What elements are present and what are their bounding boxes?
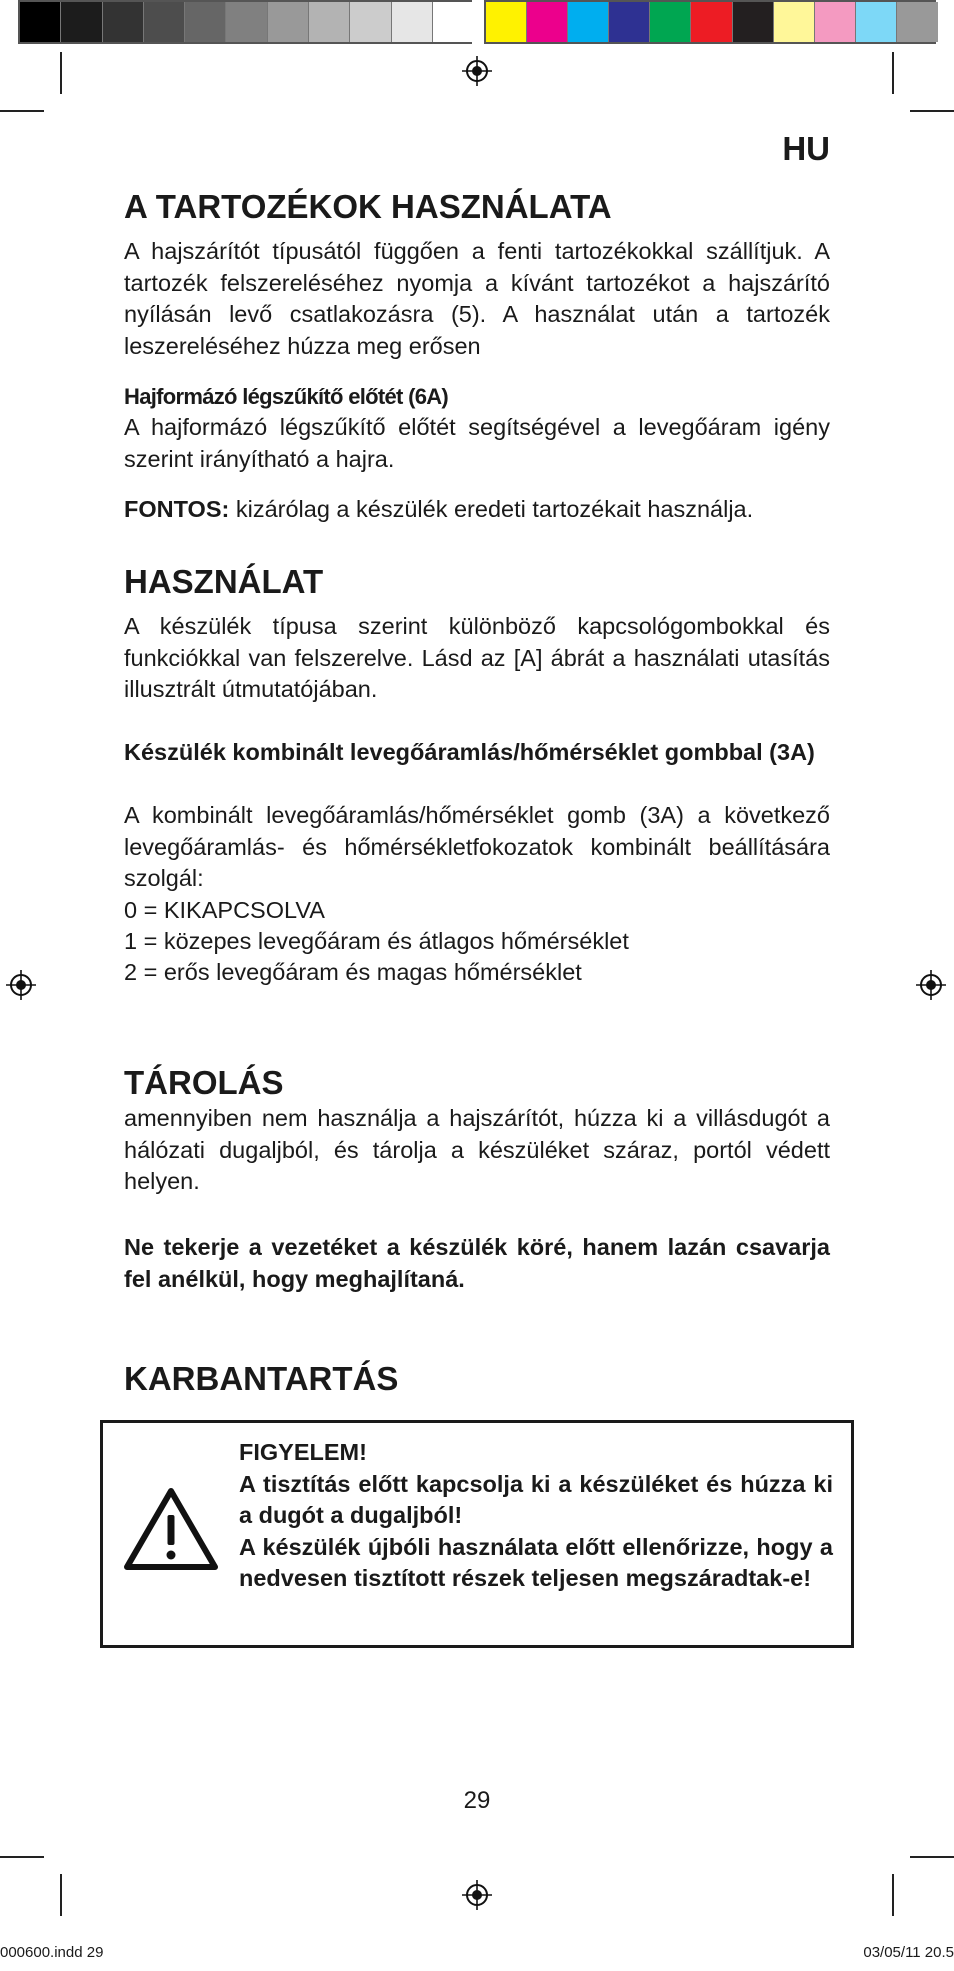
calibration-swatch [609, 2, 650, 42]
calibration-swatch [103, 2, 144, 42]
calibration-swatch [20, 2, 61, 42]
combined-button-text: A kombinált levegőáramlás/hőmérséklet gomb (3A) a következő levegőáramlás- és hőmérsékletfokozatok kombinált beállítására szolgál: [124, 802, 830, 891]
language-code: HU [782, 130, 830, 167]
setting-2: 2 = erős levegőáram és magas hőmérséklet [124, 959, 582, 985]
calibration-swatch [568, 2, 609, 42]
calibration-swatch [774, 2, 815, 42]
section-title-usage: HASZNÁLAT [124, 563, 324, 600]
accessories-intro: A hajszárítót típusától függően a fenti tartozékokkal szállítjuk. A tartozék felszereléséhez nyomja a kívánt tartozékot a hajszárító nyílásán levő csatlakozásra (5). A használat után a tartozék leszereléséhez húzza meg erősen [124, 238, 830, 359]
warning-triangle-icon [123, 1485, 219, 1573]
calibration-swatch [392, 2, 433, 42]
crop-mark [60, 52, 62, 94]
color-calibration-bar [484, 0, 936, 44]
calibration-swatch [350, 2, 391, 42]
calibration-swatch [650, 2, 691, 42]
important-note [124, 494, 830, 526]
warning-text-block [239, 1437, 833, 1595]
grayscale-calibration-bar [18, 0, 472, 44]
crop-mark [910, 1856, 954, 1858]
calibration-swatch [691, 2, 732, 42]
calibration-swatch [815, 2, 856, 42]
calibration-swatch [61, 2, 102, 42]
warning-line-1: A tisztítás előtt kapcsolja ki a készüléket és húzza ki a dugót a dugaljból! [239, 1470, 833, 1528]
storage-text: amennyiben nem használja a hajszárítót, húzza ki a villásdugót a hálózati dugaljból, és tárolja a készüléket száraz, portól védett helyen. [124, 1105, 830, 1194]
section-title-accessories: A TARTOZÉKOK HASZNÁLATA [124, 188, 612, 225]
combined-button-subtitle: Készülék kombinált levegőáramlás/hőmérséklet gombbal (3A) [124, 739, 815, 765]
warning-box [100, 1420, 854, 1648]
calibration-swatch [486, 2, 527, 42]
important-text: kizárólag a készülék eredeti tartozékait használja. [229, 496, 754, 522]
registration-mark-icon [6, 970, 36, 1000]
page-number: 29 [463, 1787, 491, 1814]
nozzle-subtitle: Hajformázó légszűkítő előtét (6A) [124, 384, 449, 409]
crop-mark [892, 1874, 894, 1916]
section-title-maintenance: KARBANTARTÁS [124, 1360, 399, 1397]
nozzle-text: A hajformázó légszűkítő előtét segítségével a levegőáram igény szerint irányítható a hajra. [124, 414, 830, 472]
calibration-swatch [309, 2, 350, 42]
calibration-swatch [185, 2, 226, 42]
storage-warning: Ne tekerje a vezetéket a készülék köré, hanem lazán csavarja fel anélkül, hogy meghajlítaná. [124, 1234, 830, 1292]
calibration-swatch [527, 2, 568, 42]
calibration-swatch [433, 2, 474, 42]
setting-1: 1 = közepes levegőáram és átlagos hőmérséklet [124, 928, 629, 954]
registration-mark-icon [916, 970, 946, 1000]
section-title-storage: TÁROLÁS [124, 1064, 284, 1101]
crop-mark [910, 110, 954, 112]
calibration-swatch [226, 2, 267, 42]
usage-intro: A készülék típusa szerint különböző kapcsológombokkal és funkciókkal van felszerelve. Lásd az [A] ábrát a használati utasítás illusztrált útmutatójában. [124, 613, 830, 702]
crop-mark [892, 52, 894, 94]
registration-mark-icon [462, 1880, 492, 1910]
crop-mark [60, 1874, 62, 1916]
slug-left: 000600.indd 29 [0, 1944, 104, 1961]
calibration-swatch [856, 2, 897, 42]
calibration-swatch [733, 2, 774, 42]
slug-right: 03/05/11 20.5 [863, 1944, 954, 1961]
important-label: FONTOS: [124, 496, 230, 522]
setting-0: 0 = KIKAPCSOLVA [124, 897, 325, 923]
crop-mark [0, 1856, 44, 1858]
calibration-swatch [897, 2, 938, 42]
calibration-swatch [144, 2, 185, 42]
warning-line-2: A készülék újbóli használata előtt ellenőrizze, hogy a nedvesen tisztított részek teljesen megszáradtak-e! [239, 1533, 833, 1591]
warning-heading: FIGYELEM! [239, 1439, 367, 1465]
crop-mark [0, 110, 44, 112]
calibration-swatch [268, 2, 309, 42]
registration-mark-icon [462, 56, 492, 86]
